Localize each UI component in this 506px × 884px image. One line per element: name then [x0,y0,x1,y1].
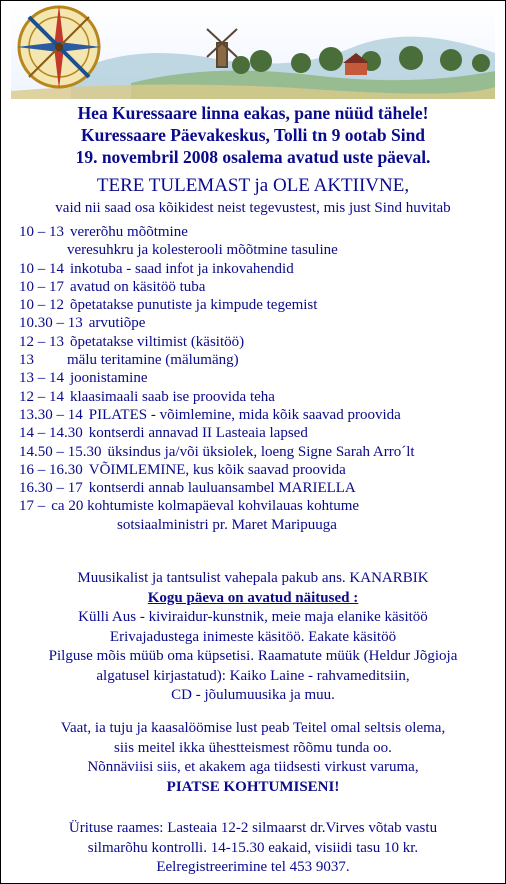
closing-block [1,719,505,797]
schedule-row [19,369,499,387]
schedule-activity: klaasimaali saab ise proovida teha [70,388,275,405]
schedule-time: 12 – 13 [19,333,64,350]
headline-greeting: Hea Kuressaare linna eakas, pane nüüd tähele! [77,103,429,123]
schedule-time: 13.30 – 14 [19,406,83,423]
welcome-line: TERE TULEMAST ja OLE AKTIIVNE, [96,175,410,196]
schedule-activity: ca 20 kohtumiste kolmapäeval kohvilauas kohtume [51,498,360,515]
intro-line: vaid nii saad osa kõikidest neist tegevustest, mis just Sind huvitab [55,200,451,216]
schedule-time: 14.50 – 15.30 [19,443,102,460]
schedule-row [19,278,499,296]
schedule-activity: kontserdi annavad II Lasteaia lapsed [88,425,308,442]
schedule-time: 14 – 14.30 [19,425,83,442]
footer-line: Eelregistreerimine tel 453 9037. [156,859,350,875]
schedule-activity: õpetatakse viltimist (käsitöö) [70,333,245,350]
headline-venue: Kuressaare Päevakeskus, Tolli tn 9 ootab Sind [80,125,426,145]
schedule-row [19,479,499,497]
schedule-activity: VÕIMLEMINE, kus kõik saavad proovida [88,461,346,478]
banner-illustration [11,3,495,99]
footer-line: Ürituse raames: Lasteaia 12-2 silmaarst dr.Virves võtab vastu [68,820,438,836]
schedule-activity: PILATES - võimlemine, mida kõik saavad proovida [88,406,401,423]
footer-block [1,819,505,878]
closing-line: Vaat, ia tuju ja kaasalöömise lust peab Teitel omal seltsis olema, [60,720,446,736]
schedule-row [19,388,499,406]
schedule-row [19,461,499,479]
exhibitions-heading: Kogu päeva on avatud näitused : [147,589,359,606]
footer-line: silmarõhu kontrolli. 14-15.30 eakaid, visiidi tasu 10 kr. [87,839,419,856]
schedule-time: 16 – 16.30 [19,461,83,478]
schedule-activity: veresuhkru ja kolesterooli mõõtmine tasuline [67,242,338,259]
info-line: CD - jõulumuusika ja muu. [171,687,335,703]
headline-date: 19. novembril 2008 osalema avatud uste päeval. [75,147,431,167]
schedule-row [19,516,499,534]
schedule-row [19,260,499,278]
schedule-row [19,443,499,461]
schedule-time: 16.30 – 17 [19,480,83,497]
schedule-activity: joonistamine [70,370,148,387]
schedule-activity: inkotuba - saad infot ja inkovahendid [70,260,294,277]
schedule-row [19,314,499,332]
closing-farewell: PIATSE KOHTUMISENI! [166,778,340,795]
schedule-time: 13 – 14 [19,370,64,387]
closing-line: Nõnnäviisi siis, et akakem aga tiidsesti virkust varuma, [87,759,419,775]
schedule-time: 12 – 14 [19,388,64,405]
schedule-activity: mälu teritamine (mälumäng) [67,352,239,369]
info-line: Külli Aus - kiviraidur-kunstnik, meie maja elanike käsitöö [78,609,428,625]
schedule-row [19,406,499,424]
schedule-activity: kontserdi annab lauluansambel MARIELLA [88,480,356,497]
schedule-activity: sotsiaalministri pr. Maret Maripuuga [117,516,337,533]
info-block [1,569,505,706]
schedule-row [19,333,499,351]
schedule-activity: üksindus ja/või üksiolek, loeng Signe Sarah Arro´lt [107,443,415,460]
schedule-time: 17 – [19,498,46,515]
closing-line: siis meitel ikka ühestteismest rõõmu tunda oo. [114,739,392,756]
schedule-time: 13 [19,352,34,369]
schedule-activity: õpetatakse punutiste ja kimpude tegemist [70,297,318,314]
schedule-time: 10 – 17 [19,278,64,295]
schedule-time: 10 – 12 [19,297,64,314]
schedule-activity: avatud on käsitöö tuba [70,278,206,295]
schedule-activity: vererõhu mõõtmine [70,224,188,240]
schedule-time: 10 – 13 [19,224,64,240]
schedule-list [19,223,499,534]
schedule-row [19,351,499,369]
schedule-activity: arvutiõpe [88,315,146,332]
info-line: algatusel kirjastatud): Kaiko Laine - rahvameditsiin, [96,667,410,684]
schedule-row [19,424,499,442]
info-line: Pilguse mõis müüb oma küpsetisi. Raamatute müük (Heldur Jõgioja [48,648,458,664]
info-line: Erivajadustega inimeste käsitöö. Eakate käsitöö [109,628,397,645]
music-line: Muusikalist ja tantsulist vahepala pakub ans. KANARBIK [77,570,429,586]
schedule-time: 10 – 14 [19,260,64,277]
schedule-row [19,241,499,259]
schedule-row [19,296,499,314]
schedule-row [19,497,499,515]
schedule-row [19,223,499,241]
schedule-time: 10.30 – 13 [19,315,83,332]
